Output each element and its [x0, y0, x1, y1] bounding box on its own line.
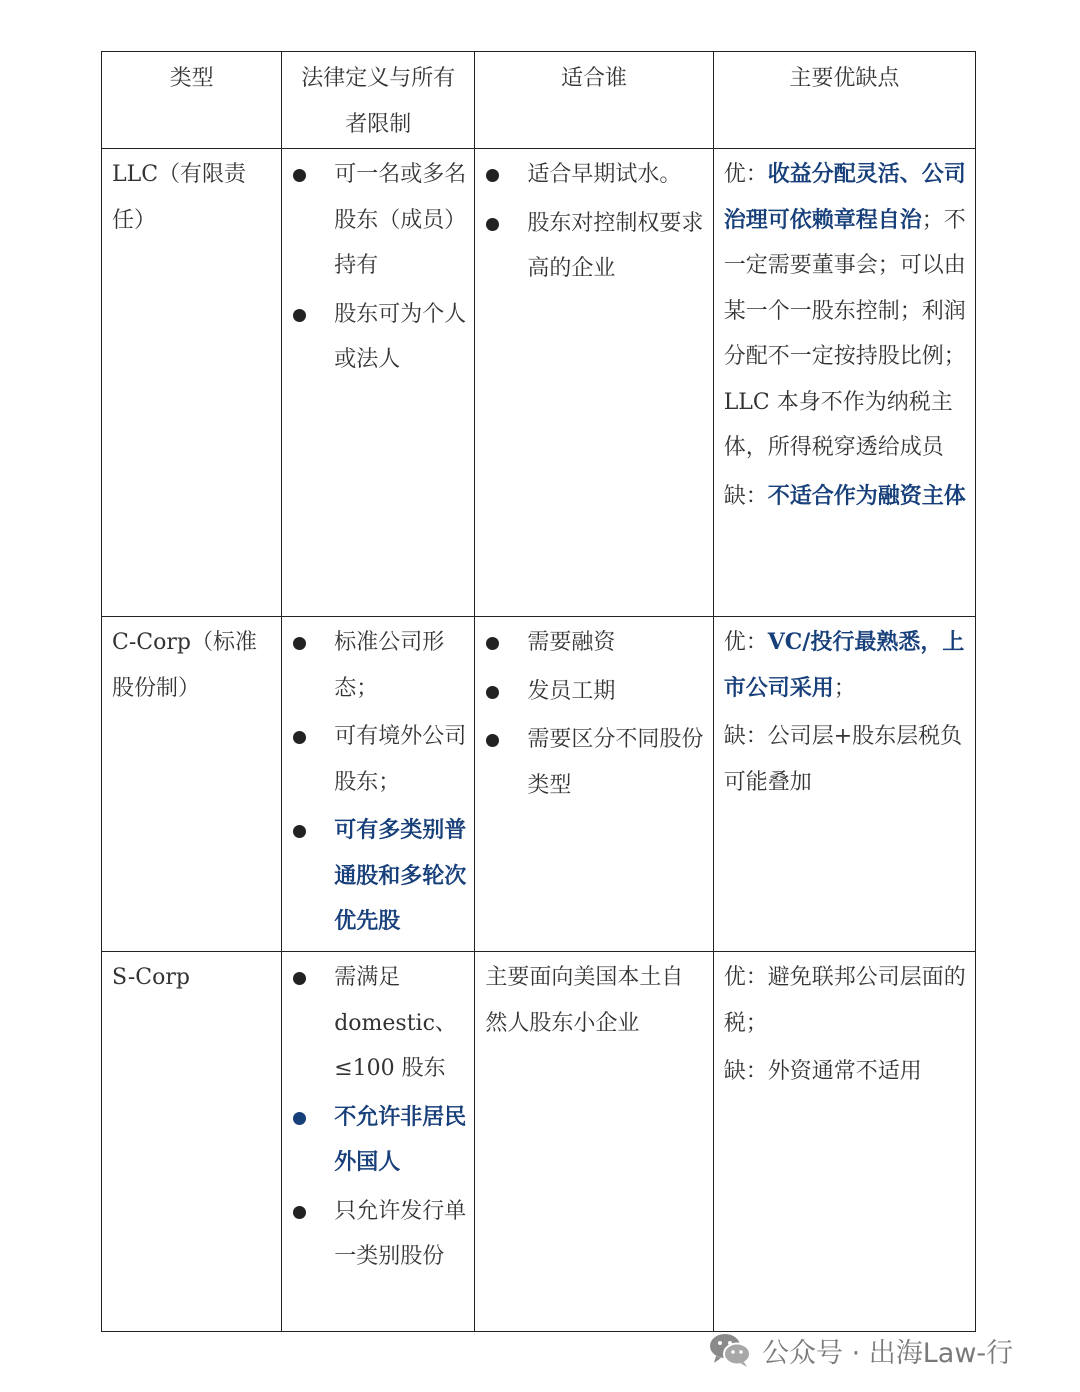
- bullet-icon: [293, 972, 306, 985]
- bullet-item: 不允许非居民外国人: [292, 1095, 468, 1186]
- header-pros-cons: 主要优缺点: [713, 52, 975, 149]
- wechat-icon: [708, 1332, 752, 1368]
- bullet-icon: [293, 1206, 306, 1219]
- pros-cons-cell: [713, 952, 975, 1332]
- bullet-item: 只允许发行单一类别股份: [292, 1189, 468, 1280]
- bullet-item: 发员工期: [485, 669, 706, 715]
- cons-text: 缺：公司层+股东层税负可能叠加: [723, 724, 963, 795]
- bullet-icon: [293, 309, 306, 322]
- table-row-ccorp: [102, 617, 976, 952]
- cons-text: 缺：外资通常不适用: [723, 1059, 922, 1084]
- cons-text: 缺：不适合作为融资主体: [723, 482, 966, 509]
- bullet-item: 可一名或多名股东（成员）持有: [292, 152, 468, 289]
- bullet-icon: [293, 731, 306, 744]
- type-cell: S-Corp: [102, 952, 282, 1332]
- bullet-item: 可有多类别普通股和多轮次优先股: [292, 808, 468, 945]
- pros-text: 优：VC/投行最熟悉，上市公司采用；: [723, 629, 965, 701]
- bullet-item: 股东可为个人或法人: [292, 292, 468, 383]
- bullet-item: 标准公司形态；: [292, 620, 468, 711]
- suitable-cell: 主要面向美国本土自然人股东小企业: [475, 952, 713, 1332]
- pros-cons-cell: [713, 149, 975, 617]
- bullet-icon: [293, 1112, 306, 1125]
- bullet-icon: [293, 825, 306, 838]
- bullet-item: 适合早期试水。: [485, 152, 706, 198]
- bullet-icon: [486, 218, 499, 231]
- watermark: [708, 1330, 1013, 1370]
- legal-cell: [282, 952, 475, 1332]
- pros-cons-cell: [713, 617, 975, 952]
- bullet-item: 需要区分不同股份类型: [485, 717, 706, 808]
- pros-text: 优：收益分配灵活、公司治理可依赖章程自治；不一定需要董事会；可以由某一个一股东控制；利润分配不一定按持股比例；LLC 本身不作为纳税主体，所得税穿透给成员: [723, 161, 966, 460]
- bullet-item: 股东对控制权要求高的企业: [485, 201, 706, 292]
- company-types-table: [101, 51, 976, 1332]
- bullet-icon: [486, 686, 499, 699]
- header-type: 类型: [102, 52, 282, 149]
- bullet-icon: [486, 169, 499, 182]
- header-suitable: 适合谁: [475, 52, 713, 149]
- type-cell: LLC（有限责任）: [102, 149, 282, 617]
- pros-text: 优：避免联邦公司层面的税；: [723, 965, 966, 1036]
- bullet-item: 可有境外公司股东；: [292, 714, 468, 805]
- bullet-icon: [293, 169, 306, 182]
- table-row-llc: [102, 149, 976, 617]
- bullet-icon: [486, 637, 499, 650]
- bullet-item: 需满足 domestic、≤100 股东: [292, 955, 468, 1092]
- bullet-icon: [293, 637, 306, 650]
- suitable-cell: [475, 149, 713, 617]
- type-cell: C-Corp（标准股份制）: [102, 617, 282, 952]
- header-legal: 法律定义与所有者限制: [282, 52, 475, 149]
- table-row-scorp: [102, 952, 976, 1332]
- header-row: [102, 52, 976, 149]
- suitable-cell: [475, 617, 713, 952]
- watermark-text: 公众号 · 出海Law-行: [762, 1337, 1014, 1369]
- bullet-icon: [486, 734, 499, 747]
- legal-cell: [282, 149, 475, 617]
- bullet-item: 需要融资: [485, 620, 706, 666]
- legal-cell: [282, 617, 475, 952]
